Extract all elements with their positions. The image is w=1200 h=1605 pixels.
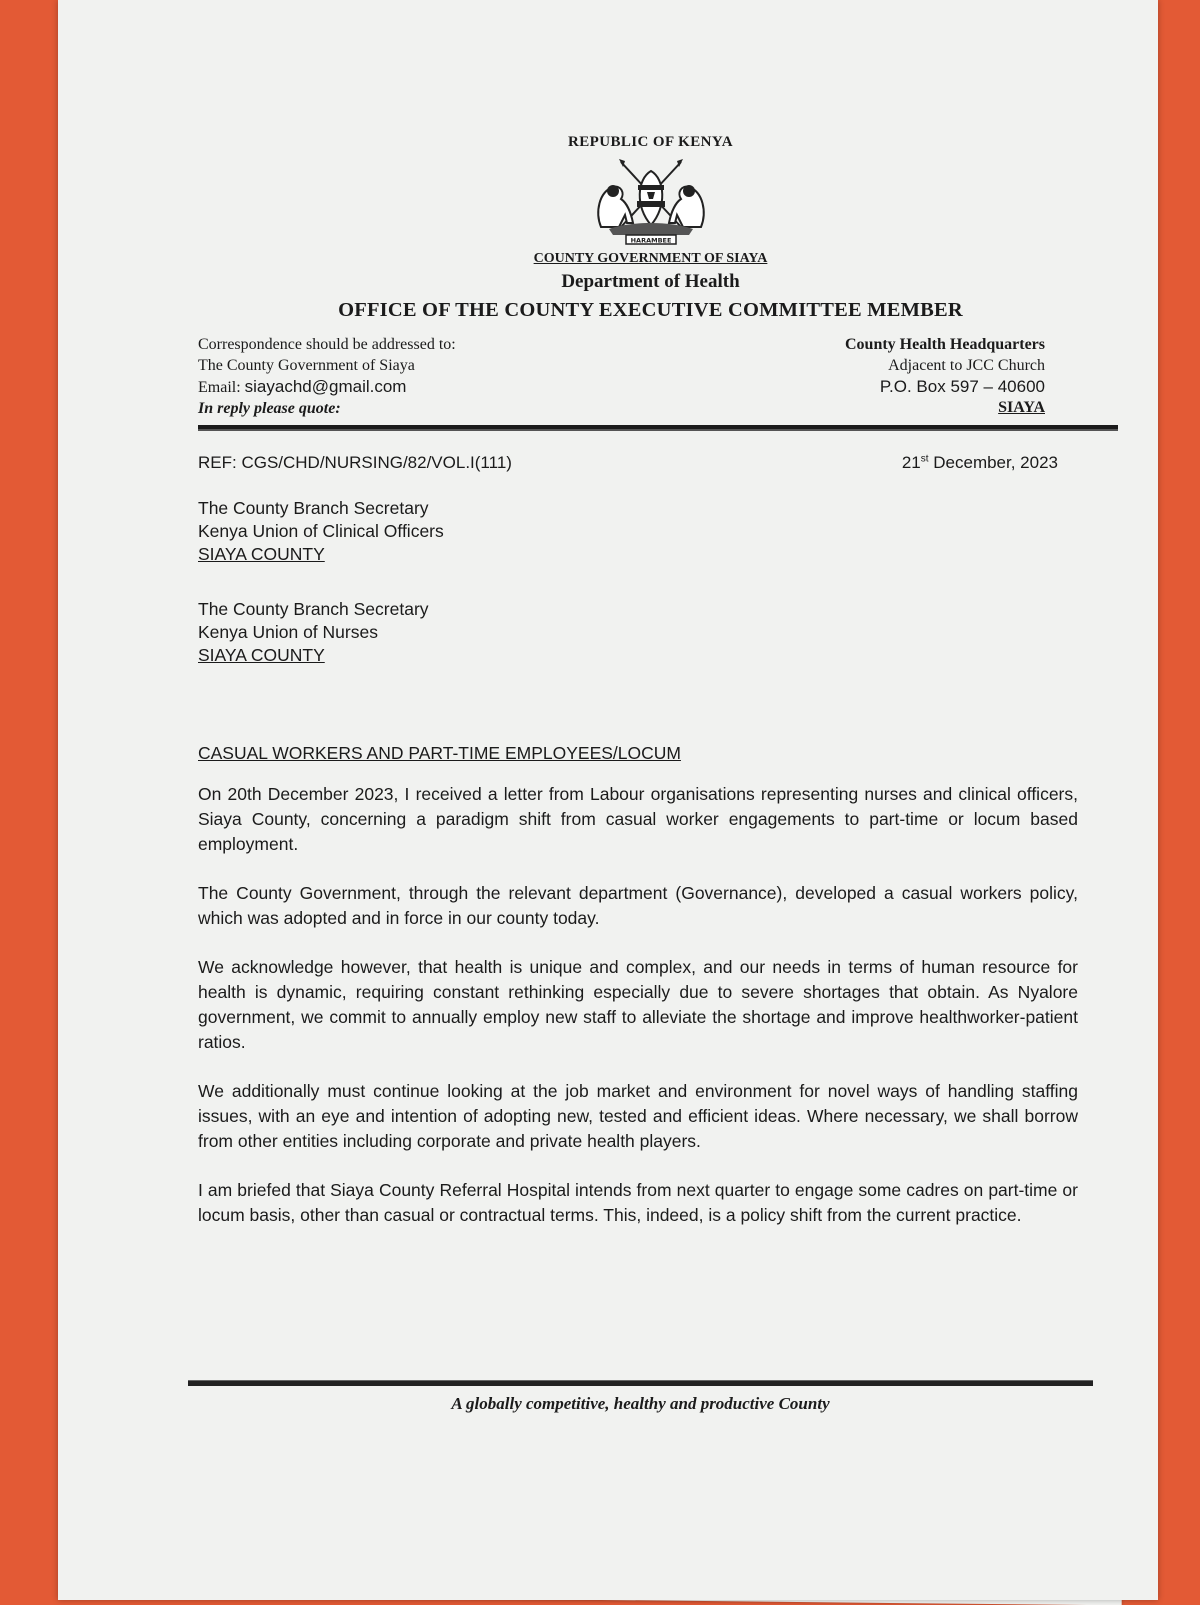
letter-page xyxy=(58,0,1158,1600)
hq-line: Adjacent to JCC Church xyxy=(888,357,1045,374)
coat-of-arms-icon xyxy=(581,157,721,247)
body-paragraph: We acknowledge however, that health is unique and complex, and our needs in terms of human resource for health is dynamic, requiring constant rethinking especially due to severe shortages that obtain. As Nyalore government, we commit to annually employ new staff to alleviate the shortage and improve healthworker-patient ratios. xyxy=(198,957,1078,1052)
office-heading: OFFICE OF THE COUNTY EXECUTIVE COMMITTEE MEMBER xyxy=(338,299,963,321)
correspondence-line: The County Government of Siaya xyxy=(198,357,415,374)
letter-date xyxy=(902,453,1103,473)
addressee-county: SIAYA COUNTY xyxy=(198,645,325,665)
hq-line: County Health Headquarters xyxy=(845,336,1045,353)
date-day: 21 xyxy=(901,453,921,472)
coat-motto: HARAMBEE xyxy=(630,236,671,245)
addressee-line: Kenya Union of Clinical Officers xyxy=(198,521,444,541)
headquarters-block xyxy=(845,334,1103,419)
letter-subject: CASUAL WORKERS AND PART-TIME EMPLOYEES/LOCUM xyxy=(198,743,681,763)
correspondence-line: Correspondence should be addressed to: xyxy=(198,336,456,353)
hq-pobox: P.O. Box 597 – 40600 xyxy=(879,377,1045,396)
addressee-line: The County Branch Secretary xyxy=(198,599,429,619)
addressee-line: The County Branch Secretary xyxy=(198,498,429,518)
addressee-line: Kenya Union of Nurses xyxy=(198,622,378,642)
body-paragraph: We additionally must continue looking at the job market and environment for novel ways of handling staffing issues, with an eye and intention of adopting new, tested and efficient ideas. Where necessary, we shall borrow from other entities including corporate and private health players. xyxy=(198,1081,1078,1151)
header-divider xyxy=(198,425,1118,431)
addressee-county: SIAYA COUNTY xyxy=(198,544,325,564)
letter-body xyxy=(198,782,1103,1228)
email-label: Email: xyxy=(198,379,245,396)
addressee-1 xyxy=(198,497,1103,566)
date-rest: December, 2023 xyxy=(928,453,1058,472)
body-paragraph: I am briefed that Siaya County Referral Hospital intends from next quarter to engage some cadres on part-time or locum basis, other than casual or contractual terms. This, indeed, is a policy shift from the current practice. xyxy=(198,1180,1078,1225)
reply-quote: In reply please quote: xyxy=(198,400,341,417)
county-heading: COUNTY GOVERNMENT OF SIAYA xyxy=(533,251,768,266)
letter-content xyxy=(198,130,1103,1246)
hq-town: SIAYA xyxy=(998,399,1045,416)
reference-number: REF: CGS/CHD/NURSING/82/VOL.I(111) xyxy=(198,453,512,472)
address-block xyxy=(198,334,1103,419)
body-paragraph: The County Government, through the relevant department (Governance), developed a casual workers policy, which was adopted and in force in our county today. xyxy=(198,883,1078,928)
addressee-2 xyxy=(198,598,1103,667)
county-motto: A globally competitive, healthy and productive County xyxy=(451,1394,830,1413)
email-address[interactable]: siayachd@gmail.com xyxy=(244,377,407,396)
correspondence-block xyxy=(198,334,456,419)
ref-row xyxy=(198,453,1103,473)
letter-footer xyxy=(188,1380,1093,1414)
body-paragraph: On 20th December 2023, I received a letter from Labour organisations representing nurses and clinical officers, Siaya County, concerning a paradigm shift from casual worker engagements to part-time or locum based employment. xyxy=(198,784,1078,854)
email-line xyxy=(198,376,456,398)
footer-divider xyxy=(188,1380,1093,1386)
date-suffix: st xyxy=(920,453,929,465)
republic-heading: REPUBLIC OF KENYA xyxy=(568,134,733,150)
department-heading: Department of Health xyxy=(561,271,740,292)
